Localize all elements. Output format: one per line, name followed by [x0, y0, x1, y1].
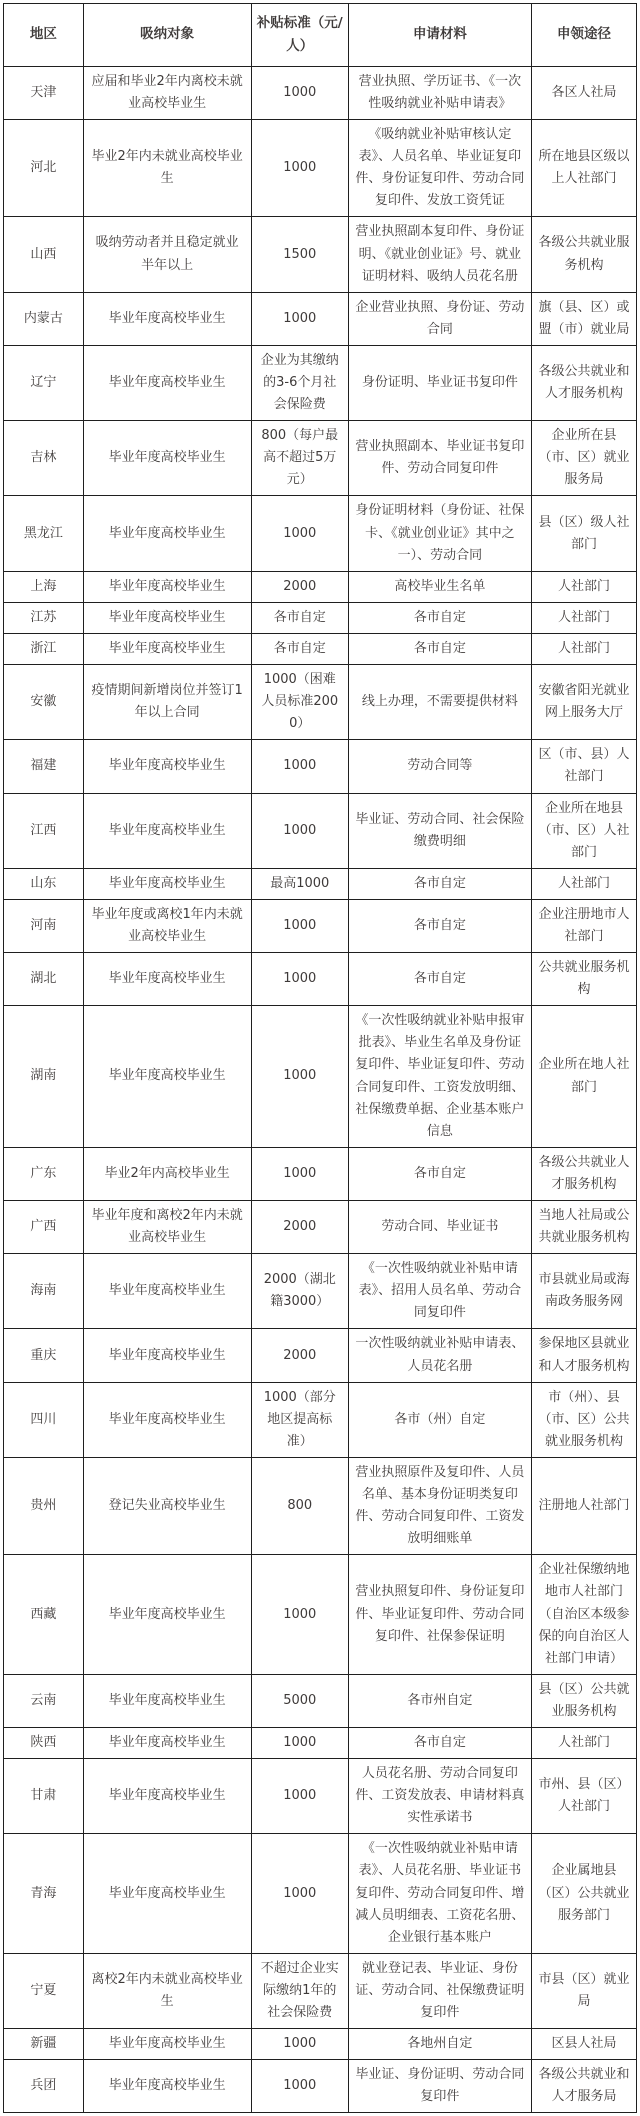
- target-cell: 毕业年度高校毕业生: [83, 1759, 251, 1834]
- standard-cell: 1000: [251, 2029, 348, 2060]
- region-cell: 江苏: [4, 602, 84, 633]
- target-cell: 毕业年度高校毕业生: [83, 793, 251, 868]
- target-cell: 毕业年度高校毕业生: [83, 1329, 251, 1382]
- table-row: [4, 1759, 637, 1834]
- table-row: [4, 496, 637, 571]
- table-row: [4, 120, 637, 217]
- table-row: [4, 1382, 637, 1457]
- materials-cell: 各地州自定: [348, 2029, 531, 2060]
- materials-cell: 劳动合同等: [348, 740, 531, 793]
- region-cell: 青海: [4, 1834, 84, 1953]
- standard-cell: 2000: [251, 1201, 348, 1254]
- region-cell: 宁夏: [4, 1953, 84, 2028]
- materials-cell: 各市自定: [348, 1147, 531, 1200]
- region-cell: 内蒙古: [4, 292, 84, 345]
- table-row: [4, 66, 637, 119]
- materials-cell: 营业执照副本复印件、身份证明、《就业创业证》号、就业证明材料、吸纳人员花名册: [348, 217, 531, 292]
- table-row: [4, 953, 637, 1006]
- channel-cell: 区县人社局: [531, 2029, 636, 2060]
- materials-cell: 《一次性吸纳就业补贴申报审批表》、毕业生名单及身份证复印件、毕业证复印件、劳动合同复印件、工资发放明细、社保缴费单据、企业基本账户信息: [348, 1006, 531, 1148]
- channel-cell: 企业所在地人社部门: [531, 1006, 636, 1148]
- channel-cell: 人社部门: [531, 868, 636, 899]
- channel-cell: 县（区）公共就业服务机构: [531, 1674, 636, 1727]
- table-row: [4, 899, 637, 952]
- materials-cell: 各市州自定: [348, 1674, 531, 1727]
- region-cell: 新疆: [4, 2029, 84, 2060]
- target-cell: 应届和毕业2年内离校未就业高校毕业生: [83, 66, 251, 119]
- standard-cell: 企业为其缴纳的3-6个月社会保险费: [251, 345, 348, 420]
- materials-cell: 各市自定: [348, 1727, 531, 1758]
- materials-cell: 各市自定: [348, 953, 531, 1006]
- standard-cell: 1000: [251, 740, 348, 793]
- standard-cell: 1000: [251, 292, 348, 345]
- materials-cell: 毕业证、身份证明、劳动合同复印件: [348, 2060, 531, 2113]
- table-row: [4, 1834, 637, 1953]
- standard-cell: 1000: [251, 1727, 348, 1758]
- target-cell: 毕业年度高校毕业生: [83, 1727, 251, 1758]
- table-row: [4, 1674, 637, 1727]
- channel-cell: 人社部门: [531, 571, 636, 602]
- standard-cell: 1000: [251, 1834, 348, 1953]
- target-cell: 登记失业高校毕业生: [83, 1457, 251, 1554]
- target-cell: 毕业年度高校毕业生: [83, 1382, 251, 1457]
- region-cell: 安徽: [4, 665, 84, 740]
- channel-cell: 人社部门: [531, 1727, 636, 1758]
- channel-cell: 市县（区）就业局: [531, 1953, 636, 2028]
- region-cell: 重庆: [4, 1329, 84, 1382]
- region-cell: 黑龙江: [4, 496, 84, 571]
- table-row: [4, 1254, 637, 1329]
- materials-cell: 各市自定: [348, 633, 531, 664]
- standard-cell: 2000: [251, 571, 348, 602]
- region-cell: 云南: [4, 1674, 84, 1727]
- materials-cell: 就业登记表、毕业证、身份证、劳动合同、社保缴费证明复印件: [348, 1953, 531, 2028]
- standard-cell: 1000: [251, 899, 348, 952]
- materials-cell: 营业执照、学历证书、《一次性吸纳就业补贴申请表》: [348, 66, 531, 119]
- region-cell: 河北: [4, 120, 84, 217]
- target-cell: 吸纳劳动者并且稳定就业半年以上: [83, 217, 251, 292]
- table-row: [4, 345, 637, 420]
- channel-cell: 企业社保缴纳地地市人社部门（自治区本级参保的向自治区人社部门申请）: [531, 1555, 636, 1674]
- channel-cell: 企业所在县（市、区）就业服务局: [531, 421, 636, 496]
- target-cell: 毕业年度高校毕业生: [83, 953, 251, 1006]
- table-row: [4, 421, 637, 496]
- standard-cell: 1000: [251, 1759, 348, 1834]
- channel-cell: 人社部门: [531, 602, 636, 633]
- channel-cell: 各级公共就业人才服务机构: [531, 1147, 636, 1200]
- region-cell: 湖北: [4, 953, 84, 1006]
- channel-cell: 市（州）、县（市、区）公共就业服务机构: [531, 1382, 636, 1457]
- table-row: [4, 1555, 637, 1674]
- channel-cell: 企业注册地市人社部门: [531, 899, 636, 952]
- materials-cell: 各市自定: [348, 899, 531, 952]
- channel-cell: 市州、县（区）人社部门: [531, 1759, 636, 1834]
- region-cell: 陕西: [4, 1727, 84, 1758]
- channel-cell: 各级公共就业和人才服务机构: [531, 345, 636, 420]
- channel-cell: 参保地区县就业和人才服务机构: [531, 1329, 636, 1382]
- materials-cell: 毕业证、劳动合同、社会保险缴费明细: [348, 793, 531, 868]
- standard-cell: 1000: [251, 1147, 348, 1200]
- materials-cell: 各市自定: [348, 602, 531, 633]
- materials-cell: 《一次性吸纳就业补贴申请表》、招用人员名单、劳动合同复印件: [348, 1254, 531, 1329]
- standard-cell: 1000: [251, 1555, 348, 1674]
- region-cell: 兵团: [4, 2060, 84, 2113]
- target-cell: 毕业年度高校毕业生: [83, 602, 251, 633]
- standard-cell: 1000: [251, 66, 348, 119]
- column-header-target: 吸纳对象: [83, 4, 251, 67]
- standard-cell: 1000（部分地区提高标准）: [251, 1382, 348, 1457]
- table-body: [4, 66, 637, 2113]
- column-header-materials: 申请材料: [348, 4, 531, 67]
- standard-cell: 800: [251, 1457, 348, 1554]
- standard-cell: 各市自定: [251, 633, 348, 664]
- standard-cell: 1000: [251, 793, 348, 868]
- materials-cell: 营业执照复印件、身份证复印件、毕业证复印件、劳动合同复印件、社保参保证明: [348, 1555, 531, 1674]
- target-cell: 毕业年度或离校1年内未就业高校毕业生: [83, 899, 251, 952]
- materials-cell: 企业营业执照、身份证、劳动合同: [348, 292, 531, 345]
- target-cell: 毕业年度高校毕业生: [83, 421, 251, 496]
- table-header-row: [4, 4, 637, 67]
- table-row: [4, 1147, 637, 1200]
- channel-cell: 企业属地县（区）公共就业服务部门: [531, 1834, 636, 1953]
- target-cell: 疫情期间新增岗位并签订1年以上合同: [83, 665, 251, 740]
- table-row: [4, 1329, 637, 1382]
- table-row: [4, 665, 637, 740]
- region-cell: 海南: [4, 1254, 84, 1329]
- table-row: [4, 2029, 637, 2060]
- standard-cell: 不超过企业实际缴纳1年的社会保险费: [251, 1953, 348, 2028]
- table-row: [4, 1727, 637, 1758]
- target-cell: 毕业年度高校毕业生: [83, 1674, 251, 1727]
- channel-cell: 市县就业局或海南政务服务网: [531, 1254, 636, 1329]
- standard-cell: 1000（困难人员标准2000）: [251, 665, 348, 740]
- standard-cell: 1000: [251, 120, 348, 217]
- channel-cell: 人社部门: [531, 633, 636, 664]
- target-cell: 毕业年度高校毕业生: [83, 740, 251, 793]
- target-cell: 毕业年度高校毕业生: [83, 633, 251, 664]
- target-cell: 离校2年内未就业高校毕业生: [83, 1953, 251, 2028]
- target-cell: 毕业年度高校毕业生: [83, 1834, 251, 1953]
- region-cell: 河南: [4, 899, 84, 952]
- standard-cell: 1000: [251, 953, 348, 1006]
- table-row: [4, 1201, 637, 1254]
- target-cell: 毕业2年内未就业高校毕业生: [83, 120, 251, 217]
- standard-cell: 最高1000: [251, 868, 348, 899]
- channel-cell: 各级公共就业和人才服务局: [531, 2060, 636, 2113]
- channel-cell: 公共就业服务机构: [531, 953, 636, 1006]
- region-cell: 广东: [4, 1147, 84, 1200]
- region-cell: 吉林: [4, 421, 84, 496]
- standard-cell: 各市自定: [251, 602, 348, 633]
- table-row: [4, 571, 637, 602]
- channel-cell: 各级公共就业服务机构: [531, 217, 636, 292]
- target-cell: 毕业年度高校毕业生: [83, 292, 251, 345]
- channel-cell: 注册地人社部门: [531, 1457, 636, 1554]
- standard-cell: 5000: [251, 1674, 348, 1727]
- materials-cell: 《一次性吸纳就业补贴申请表》、人员花名册、毕业证书复印件、劳动合同复印件、增减人员明细表、工资花名册、企业银行基本账户: [348, 1834, 531, 1953]
- table-header: [4, 4, 637, 67]
- materials-cell: 身份证明材料（身份证、社保卡、《就业创业证》其中之一）、劳动合同: [348, 496, 531, 571]
- region-cell: 山西: [4, 217, 84, 292]
- table-row: [4, 793, 637, 868]
- table-row: [4, 217, 637, 292]
- table-row: [4, 1457, 637, 1554]
- target-cell: 毕业年度高校毕业生: [83, 2029, 251, 2060]
- region-cell: 山东: [4, 868, 84, 899]
- column-header-channel: 申领途径: [531, 4, 636, 67]
- standard-cell: 1000: [251, 496, 348, 571]
- materials-cell: 线上办理，不需要提供材料: [348, 665, 531, 740]
- region-cell: 福建: [4, 740, 84, 793]
- target-cell: 毕业年度高校毕业生: [83, 868, 251, 899]
- target-cell: 毕业年度高校毕业生: [83, 1254, 251, 1329]
- channel-cell: 当地人社局或公共就业服务机构: [531, 1201, 636, 1254]
- region-cell: 湖南: [4, 1006, 84, 1148]
- target-cell: 毕业年度高校毕业生: [83, 1006, 251, 1148]
- target-cell: 毕业2年内高校毕业生: [83, 1147, 251, 1200]
- standard-cell: 2000（湖北籍3000）: [251, 1254, 348, 1329]
- materials-cell: 身份证明、毕业证书复印件: [348, 345, 531, 420]
- table-row: [4, 740, 637, 793]
- standard-cell: 2000: [251, 1329, 348, 1382]
- standard-cell: 800（每户最高不超过5万元）: [251, 421, 348, 496]
- table-row: [4, 292, 637, 345]
- channel-cell: 安徽省阳光就业网上服务大厅: [531, 665, 636, 740]
- region-cell: 西藏: [4, 1555, 84, 1674]
- materials-cell: 营业执照原件及复印件、人员名单、基本身份证明类复印件、劳动合同复印件、工资发放明细账单: [348, 1457, 531, 1554]
- region-cell: 浙江: [4, 633, 84, 664]
- materials-cell: 各市自定: [348, 868, 531, 899]
- table-row: [4, 2060, 637, 2113]
- materials-cell: 一次性吸纳就业补贴申请表、人员花名册: [348, 1329, 531, 1382]
- standard-cell: 1500: [251, 217, 348, 292]
- table-row: [4, 602, 637, 633]
- standard-cell: 1000: [251, 1006, 348, 1148]
- channel-cell: 县（区）级人社部门: [531, 496, 636, 571]
- table-row: [4, 1953, 637, 2028]
- region-cell: 甘肃: [4, 1759, 84, 1834]
- target-cell: 毕业年度高校毕业生: [83, 571, 251, 602]
- region-cell: 贵州: [4, 1457, 84, 1554]
- materials-cell: 高校毕业生名单: [348, 571, 531, 602]
- target-cell: 毕业年度高校毕业生: [83, 1555, 251, 1674]
- materials-cell: 营业执照副本、毕业证书复印件、劳动合同复印件: [348, 421, 531, 496]
- channel-cell: 所在地县区级以上人社部门: [531, 120, 636, 217]
- target-cell: 毕业年度和离校2年内未就业高校毕业生: [83, 1201, 251, 1254]
- table-row: [4, 868, 637, 899]
- region-cell: 江西: [4, 793, 84, 868]
- materials-cell: 人员花名册、劳动合同复印件、工资发放表、申请材料真实性承诺书: [348, 1759, 531, 1834]
- target-cell: 毕业年度高校毕业生: [83, 345, 251, 420]
- target-cell: 毕业年度高校毕业生: [83, 2060, 251, 2113]
- region-cell: 四川: [4, 1382, 84, 1457]
- region-cell: 天津: [4, 66, 84, 119]
- materials-cell: 各市（州）自定: [348, 1382, 531, 1457]
- column-header-region: 地区: [4, 4, 84, 67]
- channel-cell: 旗（县、区）或盟（市）就业局: [531, 292, 636, 345]
- channel-cell: 区（市、县）人社部门: [531, 740, 636, 793]
- region-cell: 辽宁: [4, 345, 84, 420]
- materials-cell: 劳动合同、毕业证书: [348, 1201, 531, 1254]
- channel-cell: 各区人社局: [531, 66, 636, 119]
- target-cell: 毕业年度高校毕业生: [83, 496, 251, 571]
- employment-subsidy-table: [3, 3, 637, 2113]
- channel-cell: 企业所在地县（市、区）人社部门: [531, 793, 636, 868]
- region-cell: 广西: [4, 1201, 84, 1254]
- table-row: [4, 1006, 637, 1148]
- table-row: [4, 633, 637, 664]
- region-cell: 上海: [4, 571, 84, 602]
- column-header-standard: 补贴标准（元/人）: [251, 4, 348, 67]
- materials-cell: 《吸纳就业补贴审核认定表》、人员名单、毕业证复印件、身份证复印件、劳动合同复印件、发放工资凭证: [348, 120, 531, 217]
- standard-cell: 1000: [251, 2060, 348, 2113]
